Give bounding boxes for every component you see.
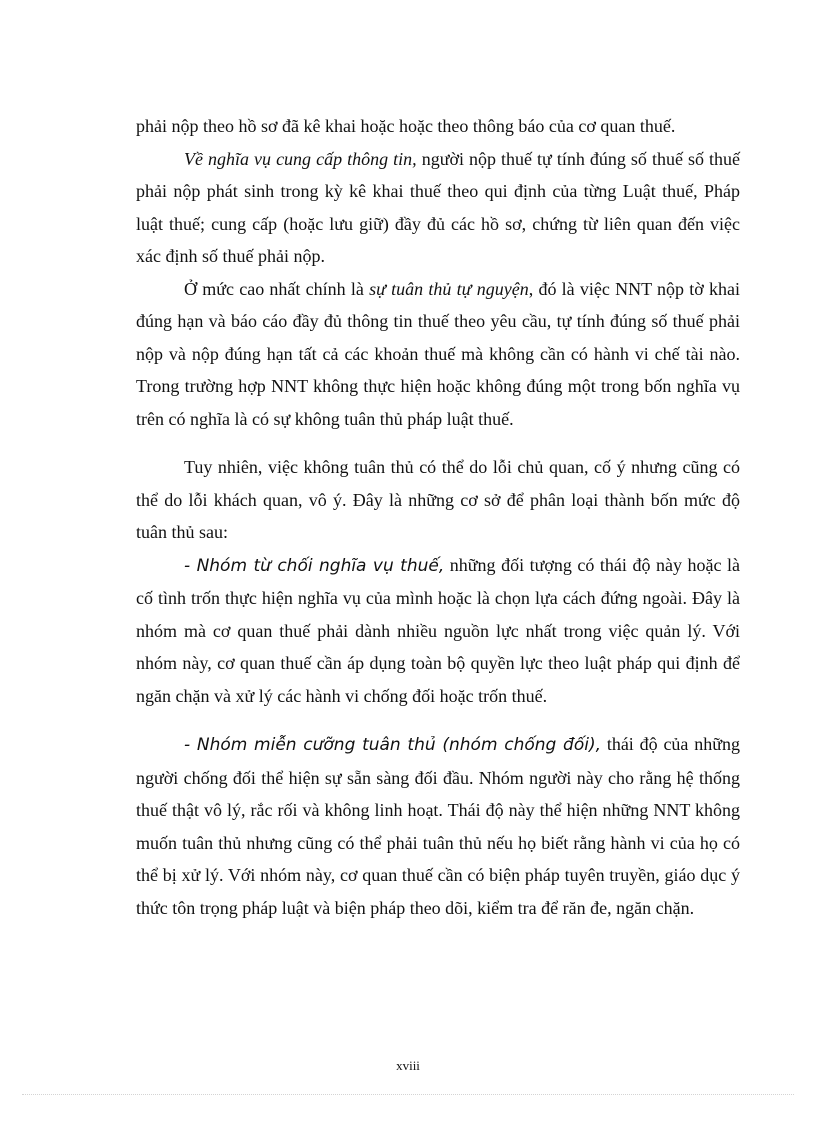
document-body [136,110,740,924]
paragraph-text: thái độ của những người chống đối thể hiện sự sẵn sàng đối đầu. Nhóm người này cho rằng hệ thống thuế thật vô lý, rắc rối và không linh hoạt. Thái độ này thể hiện những NNT không muốn tuân thủ nhưng cũng có thể phải tuân thủ nếu họ biết rằng hành vi của họ có thể bị xử lý. Với nhóm này, cơ quan thuế cần có biện pháp tuyên truyền, giáo dục ý thức tôn trọng pháp luật và biện pháp theo dõi, kiểm tra để răn đe, ngăn chặn. [136,734,740,918]
paragraph-information-obligation [136,143,740,273]
page-bottom-divider [22,1094,794,1095]
paragraph-text: người nộp thuế tự tính đúng số thuế số thuế phải nộp phát sinh trong kỳ kê khai thuế theo qui định của từng Luật thuế, Pháp luật thuế; cung cấp (hoặc lưu giữ) đầy đủ các hồ sơ, chứng từ liên quan đến việc xác định số thuế phải nộp. [136,148,740,266]
paragraph-refusal-group [136,549,740,713]
paragraph-lead-italic: - Nhóm từ chối nghĩa vụ thuế, [184,555,445,576]
paragraph-voluntary-compliance [136,273,740,436]
page-number: xviii [396,1058,420,1073]
paragraph-mid-italic: sự tuân thủ tự nguyện [369,278,529,299]
paragraph-tax-payment-continuation [136,110,740,143]
paragraph-text: Tuy nhiên, việc không tuân thủ có thể do lỗi chủ quan, cố ý nhưng cũng có thể do lỗi khách quan, vô ý. Đây là những cơ sở để phân loại thành bốn mức độ tuân thủ sau: [136,457,740,542]
paragraph-reluctant-group [136,728,740,924]
paragraph-lead-italic: - Nhóm miễn cưỡng tuân thủ (nhóm chống đối), [184,735,601,755]
paragraph-text: phải nộp theo hồ sơ đã kê khai hoặc hoặc theo thông báo của cơ quan thuế. [136,116,676,136]
paragraph-lead-italic: Về nghĩa vụ cung cấp thông tin, [184,148,417,169]
paragraph-text-before: Ở mức cao nhất chính là [184,278,370,299]
paragraph-text-after: , đó là việc NNT nộp tờ khai đúng hạn và báo cáo đầy đủ thông tin thuế theo yêu cầu, tự tính đúng số thuế phải nộp và nộp đúng hạn tất cả các khoản thuế mà không cần có hành vi chế tài nào. Trong trường hợp NNT không thực hiện hoặc không đúng một trong bốn nghĩa vụ trên có nghĩa là có sự không tuân thủ pháp luật thuế. [136,278,741,429]
paragraph-text: những đối tượng có thái độ này hoặc là cố tình trốn thực hiện nghĩa vụ của mình hoặc là chọn lựa cách đứng ngoài. Đây là nhóm mà cơ quan thuế phải dành nhiều nguồn lực nhất trong việc quản lý. Với nhóm này, cơ quan thuế cần áp dụng toàn bộ quyền lực theo luật pháp qui định để ngăn chặn và xử lý các hành vi chống đối hoặc trốn thuế. [136,554,740,706]
paragraph-non-compliance-levels [136,451,740,549]
